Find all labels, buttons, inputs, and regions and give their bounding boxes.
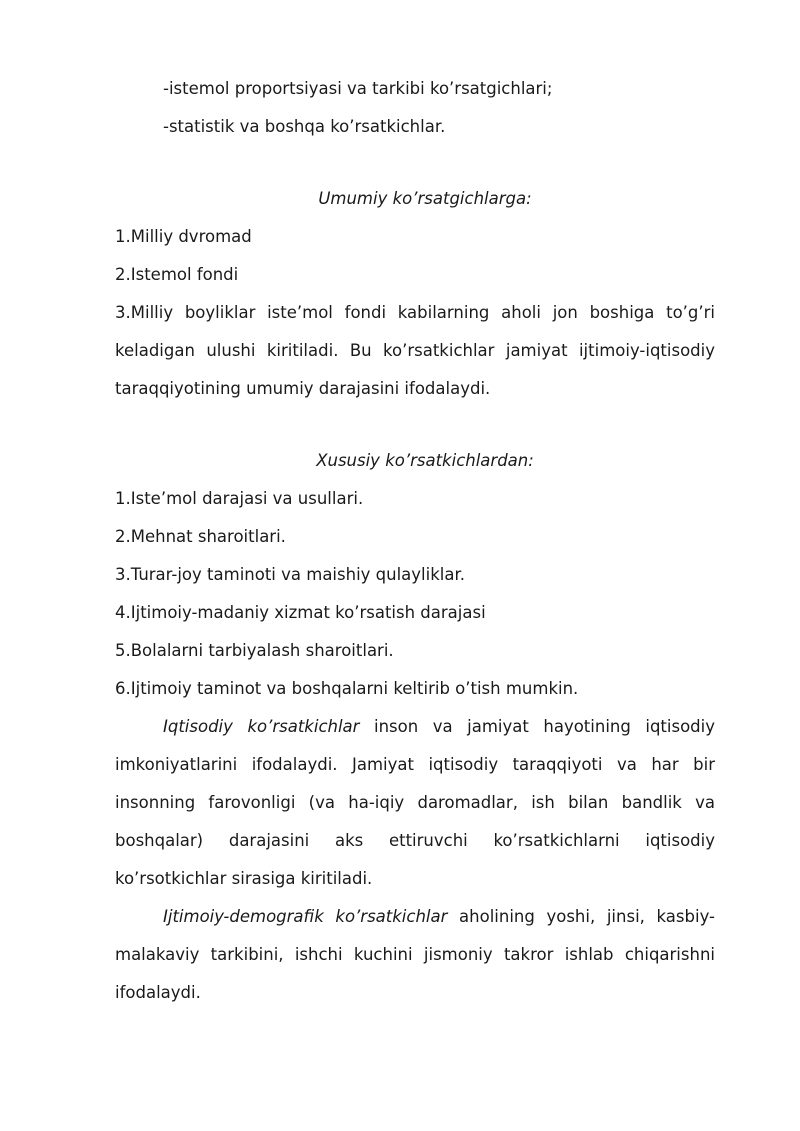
special-item: 2.Mehnat sharoitlari. [115,527,286,546]
special-item: 6.Ijtimoiy taminot va boshqalarni keltirib o’tish mumkin. [115,679,579,698]
spacer [115,146,715,180]
intro-item: -statistik va boshqa ko’rsatkichlar. [163,117,446,136]
document-page [115,70,715,1012]
general-item-text-line: keladigan ulushi kiritiladi. Bu ko’rsatkichlar jamiyat ijtimoiy-iqtisodiy [115,341,715,360]
economic-text-line: insonning farovonligi (va ha-iqiy daromadlar, ish bilan bandlik va [115,793,715,812]
general-heading: Umumiy ko’rsatgichlarga: [318,189,532,208]
general-item-text-line: 3.Milliy boyliklar iste’mol fondi kabilarning aholi jon boshiga to’g’ri [115,303,715,322]
economic-line-rest: inson va jamiyat hayotining iqtisodiy [359,717,715,736]
general-item: 1.Milliy dvromad [115,227,252,246]
economic-term: Iqtisodiy ko’rsatkichlar [163,717,360,736]
economic-paragraph-first-line [115,708,715,746]
spacer [115,408,715,442]
demographic-line-rest: aholining yoshi, jinsi, kasbiy- [447,907,715,926]
general-item: 2.Istemol fondi [115,265,239,284]
demographic-text-line: ifodalaydi. [115,983,201,1002]
demographic-text-line: malakaviy tarkibini, ishchi kuchini jismoniy takror ishlab chiqarishni [115,945,715,964]
special-item: 5.Bolalarni tarbiyalash sharoitlari. [115,641,394,660]
intro-item: -istemol proportsiyasi va tarkibi ko’rsatgichlari; [163,79,553,98]
demographic-paragraph-first-line [115,898,715,936]
demographic-term: Ijtimoiy-demografik ko’rsatkichlar [163,907,448,926]
special-heading: Xususiy ko’rsatkichlardan: [316,451,534,470]
special-item: 3.Turar-joy taminoti va maishiy qulayliklar. [115,565,465,584]
economic-text-line: boshqalar) darajasini aks ettiruvchi ko’rsatkichlarni iqtisodiy [115,831,715,850]
economic-text-line: ko’rsotkichlar sirasiga kiritiladi. [115,869,373,888]
general-item-text-line: taraqqiyotining umumiy darajasini ifodalaydi. [115,379,491,398]
special-item: 4.Ijtimoiy-madaniy xizmat ko’rsatish darajasi [115,603,486,622]
special-item: 1.Iste’mol darajasi va usullari. [115,489,364,508]
economic-text-line: imkoniyatlarini ifodalaydi. Jamiyat iqtisodiy taraqqiyoti va har bir [115,755,715,774]
